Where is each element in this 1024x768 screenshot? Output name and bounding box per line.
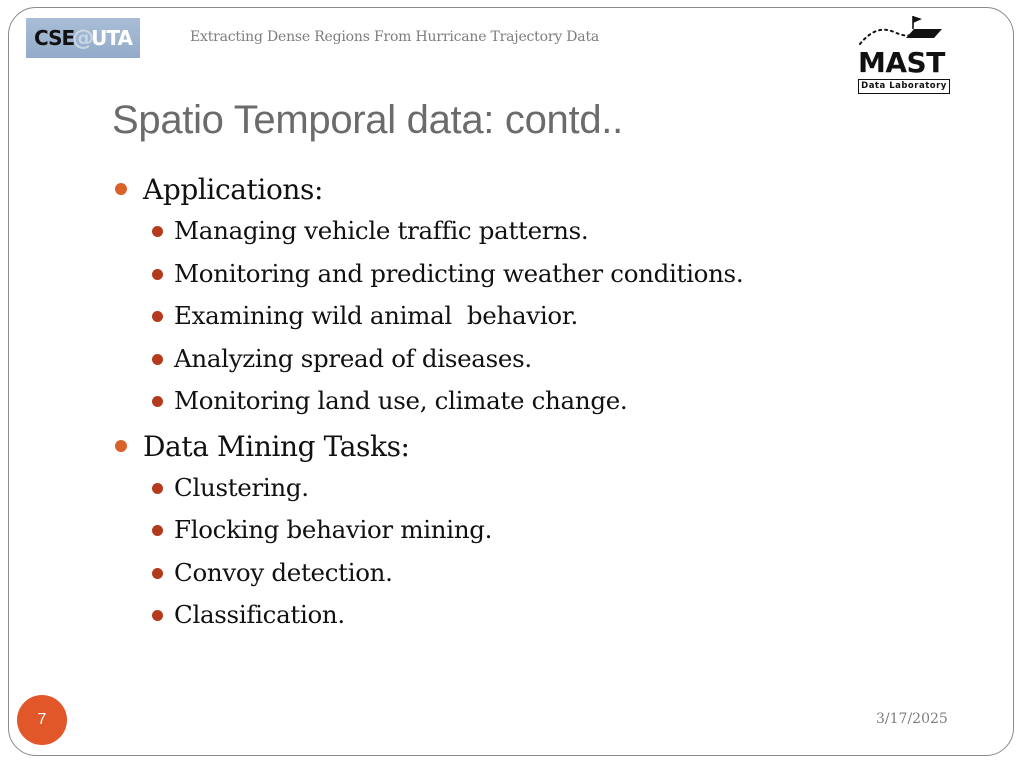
logo-cse-text: CSE — [34, 26, 75, 50]
list-item-text: Monitoring and predicting weather conditions. — [174, 258, 744, 288]
mast-logo — [856, 14, 956, 98]
cse-uta-logo — [26, 18, 140, 58]
slide-title: Spatio Temporal data: contd.. — [112, 98, 623, 142]
bullet-dot-icon — [152, 269, 163, 280]
bullet-dot-icon — [115, 183, 127, 195]
logo-uta-text: UTA — [91, 26, 132, 50]
slide-date: 3/17/2025 — [876, 711, 948, 727]
list-item-text: Convoy detection. — [174, 557, 393, 587]
bullet-data-mining-tasks — [112, 427, 972, 467]
header-title: Extracting Dense Regions From Hurricane Trajectory Data — [190, 29, 600, 45]
slide-content — [112, 166, 972, 637]
bullet-dot-icon — [152, 610, 163, 621]
list-item — [112, 380, 972, 423]
list-item — [112, 594, 972, 637]
list-item-text: Flocking behavior mining. — [174, 515, 493, 544]
bullet-dot-icon — [115, 440, 127, 452]
list-item-text: Classification. — [174, 600, 345, 629]
bullet-heading: Data Mining Tasks: — [143, 429, 410, 463]
bullet-dot-icon — [152, 483, 163, 494]
bullet-dot-icon — [152, 568, 163, 579]
list-item — [112, 509, 972, 552]
bullet-dot-icon — [152, 311, 163, 322]
dotted-trajectory-flag-icon — [856, 14, 956, 48]
list-item — [112, 552, 972, 595]
list-item-text: Monitoring land use, climate change. — [174, 386, 628, 415]
logo-at-text: @ — [72, 25, 94, 51]
mast-wordmark: MAST — [858, 46, 945, 79]
bullet-dot-icon — [152, 226, 163, 237]
list-item-text: Clustering. — [174, 472, 309, 502]
list-item — [112, 467, 972, 510]
list-item-text: Analyzing spread of diseases. — [174, 343, 532, 373]
mast-subtitle: Data Laboratory — [858, 79, 950, 94]
bullet-dot-icon — [152, 525, 163, 536]
list-item-text: Managing vehicle traffic patterns. — [174, 216, 589, 245]
bullet-dot-icon — [152, 396, 163, 407]
bullet-applications — [112, 170, 972, 210]
bullet-dot-icon — [152, 354, 163, 365]
page-number-badge: 7 — [17, 695, 67, 745]
list-item-text: Examining wild animal behavior. — [174, 301, 579, 330]
bullet-heading: Applications: — [143, 173, 324, 206]
list-item — [112, 210, 972, 253]
list-item — [112, 295, 972, 338]
list-item — [112, 338, 972, 381]
list-item — [112, 253, 972, 296]
